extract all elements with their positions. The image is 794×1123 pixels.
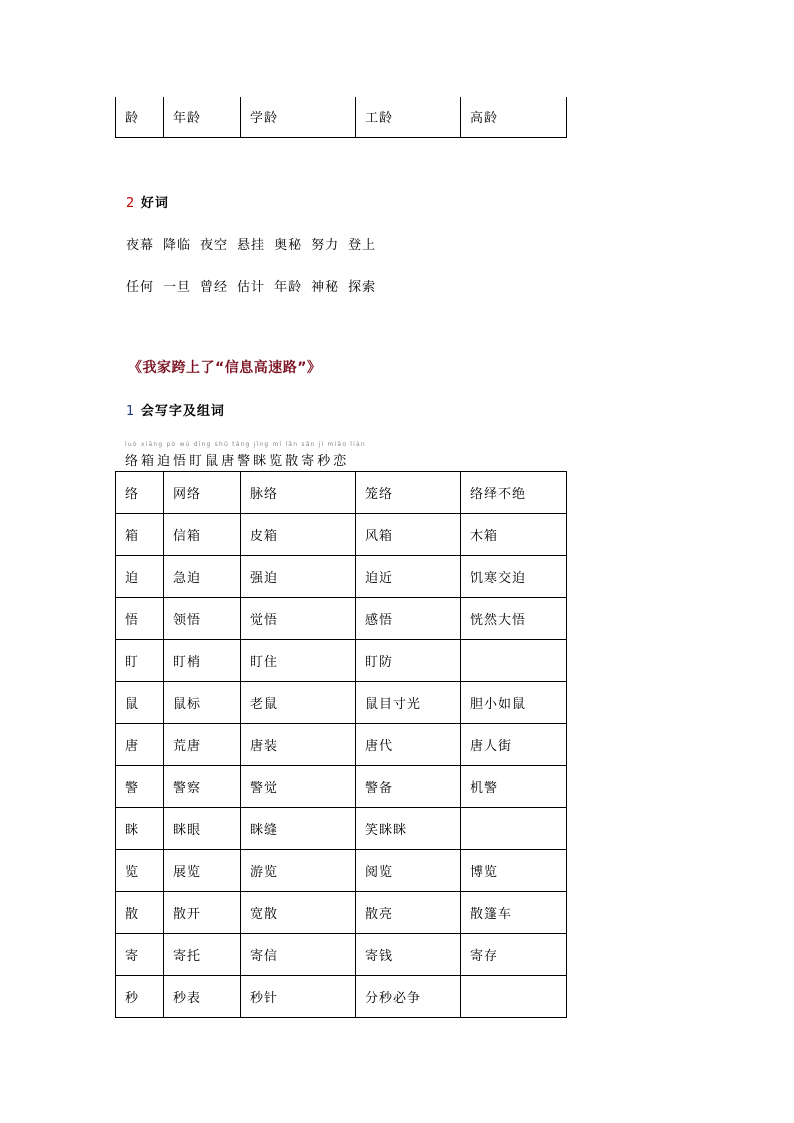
table-row — [116, 808, 567, 850]
word-cell: 博览 — [461, 850, 567, 892]
word: 曾经 — [200, 280, 229, 295]
word-cell: 木箱 — [461, 514, 567, 556]
word-cell: 络绎不绝 — [461, 472, 567, 514]
word-cell: 皮箱 — [241, 514, 356, 556]
table-row — [116, 556, 567, 598]
word: 悬挂 — [237, 238, 266, 253]
table-cell: 年龄 — [164, 97, 241, 137]
character: 箱 — [141, 454, 156, 469]
character: 散 — [285, 454, 300, 469]
character-cell: 箱 — [116, 514, 164, 556]
word-cell: 胆小如鼠 — [461, 682, 567, 724]
table-row — [116, 682, 567, 724]
character-cell: 秒 — [116, 976, 164, 1018]
character: 悟 — [173, 454, 188, 469]
word-cell: 盯防 — [356, 640, 461, 682]
character: 迫 — [157, 454, 172, 469]
word-cell — [461, 640, 567, 682]
word-cell: 鼠标 — [164, 682, 241, 724]
table-cell: 工龄 — [356, 97, 461, 137]
word-cell: 阅览 — [356, 850, 461, 892]
character-line — [125, 450, 349, 469]
word-cell: 迫近 — [356, 556, 461, 598]
word: 估计 — [237, 280, 266, 295]
word-cell: 荒唐 — [164, 724, 241, 766]
word-cell — [461, 976, 567, 1018]
character: 览 — [269, 454, 284, 469]
table-row — [116, 892, 567, 934]
word-cell: 盯住 — [241, 640, 356, 682]
word-cell: 恍然大悟 — [461, 598, 567, 640]
pinyin-line: luò xiāng pò wù dīng shǔ táng jǐng mī lǎn sǎn jì miǎo liàn — [125, 441, 366, 448]
table-row — [116, 640, 567, 682]
word-cell: 信箱 — [164, 514, 241, 556]
word-cell: 盯梢 — [164, 640, 241, 682]
table-row — [116, 850, 567, 892]
word: 降临 — [163, 238, 192, 253]
character: 秒 — [317, 454, 332, 469]
word-cell: 唐装 — [241, 724, 356, 766]
table-row — [116, 724, 567, 766]
table-row — [116, 976, 567, 1018]
word: 努力 — [311, 238, 340, 253]
good-words-line-1 — [126, 234, 385, 253]
word-cell: 秒表 — [164, 976, 241, 1018]
word: 任何 — [126, 280, 155, 295]
character-cell: 络 — [116, 472, 164, 514]
word-cell: 感悟 — [356, 598, 461, 640]
word-cell: 眯缝 — [241, 808, 356, 850]
word: 神秘 — [311, 280, 340, 295]
character-cell: 迫 — [116, 556, 164, 598]
word-cell: 眯眼 — [164, 808, 241, 850]
good-words-heading — [126, 192, 169, 211]
word-cell: 老鼠 — [241, 682, 356, 724]
word-cell: 机警 — [461, 766, 567, 808]
character-cell: 盯 — [116, 640, 164, 682]
lesson-title: 《我家跨上了“信息高速路”》 — [128, 360, 322, 376]
word-cell: 寄存 — [461, 934, 567, 976]
table-cell: 学龄 — [241, 97, 356, 137]
table-row — [116, 97, 567, 137]
word-cell: 领悟 — [164, 598, 241, 640]
character-cell: 眯 — [116, 808, 164, 850]
word: 一旦 — [163, 280, 192, 295]
character-cell: 散 — [116, 892, 164, 934]
character: 寄 — [301, 454, 316, 469]
character: 恋 — [333, 454, 348, 469]
word-cell: 鼠目寸光 — [356, 682, 461, 724]
character: 眯 — [253, 454, 268, 469]
table-cell: 高龄 — [461, 97, 567, 137]
word-cell — [461, 808, 567, 850]
character-cell: 鼠 — [116, 682, 164, 724]
word-cell: 脉络 — [241, 472, 356, 514]
character-cell: 警 — [116, 766, 164, 808]
table-cell: 龄 — [116, 97, 164, 137]
section-heading-text: 会写字及组词 — [140, 404, 225, 419]
word-cell: 觉悟 — [241, 598, 356, 640]
word-cell: 笼络 — [356, 472, 461, 514]
word-cell: 展览 — [164, 850, 241, 892]
word-cell: 分秒必争 — [356, 976, 461, 1018]
character-cell: 寄 — [116, 934, 164, 976]
word-cell: 警觉 — [241, 766, 356, 808]
character: 络 — [125, 454, 140, 469]
word-cell: 散篷车 — [461, 892, 567, 934]
word-cell: 秒针 — [241, 976, 356, 1018]
character-cell: 唐 — [116, 724, 164, 766]
word: 夜幕 — [126, 238, 155, 253]
table-row — [116, 514, 567, 556]
word-cell: 散开 — [164, 892, 241, 934]
word-cell: 急迫 — [164, 556, 241, 598]
word-cell: 饥寒交迫 — [461, 556, 567, 598]
word-cell: 游览 — [241, 850, 356, 892]
table-row — [116, 766, 567, 808]
age-word-table — [115, 97, 567, 138]
word-cell: 网络 — [164, 472, 241, 514]
character-cell: 览 — [116, 850, 164, 892]
word-cell: 散亮 — [356, 892, 461, 934]
word: 年龄 — [274, 280, 303, 295]
section-number: 1 — [126, 404, 136, 419]
word-cell: 警备 — [356, 766, 461, 808]
table-row — [116, 934, 567, 976]
word-formation-table — [115, 471, 567, 1018]
character: 警 — [237, 454, 252, 469]
word-cell: 唐人街 — [461, 724, 567, 766]
word-cell: 强迫 — [241, 556, 356, 598]
section-number: 2 — [126, 196, 136, 211]
writing-chars-heading — [126, 400, 225, 419]
word-cell: 唐代 — [356, 724, 461, 766]
word-cell: 风箱 — [356, 514, 461, 556]
word-cell: 寄托 — [164, 934, 241, 976]
word-cell: 寄信 — [241, 934, 356, 976]
good-words-line-2 — [126, 276, 385, 295]
word: 夜空 — [200, 238, 229, 253]
word-cell: 警察 — [164, 766, 241, 808]
character-cell: 悟 — [116, 598, 164, 640]
word: 奥秘 — [274, 238, 303, 253]
word: 探索 — [348, 280, 377, 295]
character: 唐 — [221, 454, 236, 469]
word-cell: 笑眯眯 — [356, 808, 461, 850]
table-row — [116, 598, 567, 640]
character: 鼠 — [205, 454, 220, 469]
word-cell: 寄钱 — [356, 934, 461, 976]
word-cell: 宽散 — [241, 892, 356, 934]
word: 登上 — [348, 238, 377, 253]
table-row — [116, 472, 567, 514]
character: 盯 — [189, 454, 204, 469]
section-heading-text: 好词 — [140, 196, 169, 211]
